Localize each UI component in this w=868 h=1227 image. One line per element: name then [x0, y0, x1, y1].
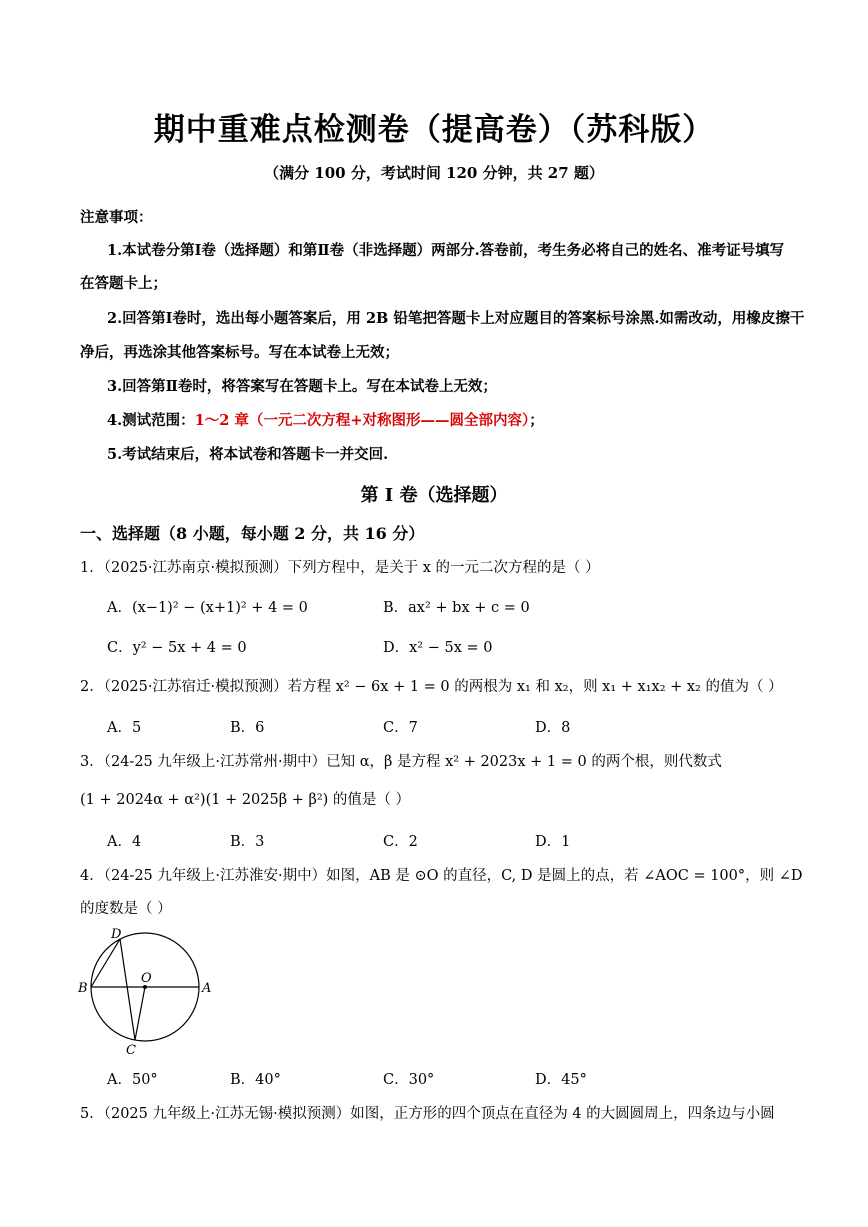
question-3-option-c: C．2	[383, 834, 418, 850]
notice-item-4	[107, 409, 544, 430]
question-1-option-b: B．ax² + bx + c = 0	[383, 600, 530, 616]
page-title: 期中重难点检测卷（提高卷）（苏科版）	[153, 112, 715, 148]
question-2-option-b: B．6	[230, 720, 265, 736]
notice-item-1b: 在答题卡上；	[80, 275, 167, 292]
part-one-heading: 一、选择题（8 小题，每小题 2 分，共 16 分）	[80, 524, 425, 543]
question-3-option-d: D．1	[535, 834, 571, 850]
notice-item-5: 5.考试结束后，将本试卷和答题卡一并交回.	[107, 446, 389, 463]
notice-heading: 注意事项：	[80, 209, 153, 226]
question-4-option-d: D．45°	[535, 1072, 587, 1088]
question-2-option-c: C．7	[383, 720, 418, 736]
radius-oc	[135, 987, 145, 1040]
question-4-stem-b: 的度数是（ ）	[80, 901, 172, 917]
question-4-stem-a: 4．（24-25 九年级上·江苏淮安·期中）如图，AB 是 ⊙O 的直径，C, D 是圆上的点，若 ∠AOC = 100°，则 ∠D	[80, 868, 803, 884]
question-1-option-d: D．x² − 5x = 0	[383, 640, 493, 656]
question-2-stem: 2．（2025·江苏宿迁·模拟预测）若方程 x² − 6x + 1 = 0 的两根为 x₁ 和 x₂，则 x₁ + x₁x₂ + x₂ 的值为（ ）	[80, 679, 783, 695]
question-3-option-a: A．4	[107, 834, 142, 850]
circle-figure	[70, 920, 230, 1060]
label-o: O	[141, 971, 152, 986]
notice-item-2a: 2.回答第Ⅰ卷时，选出每小题答案后，用 2B 铅笔把答题卡上对应题目的答案标号涂黑.如需改动，用橡皮擦干	[107, 310, 805, 327]
question-5-stem: 5．（2025 九年级上·江苏无锡·模拟预测）如图，正方形的四个顶点在直径为 4 的大圆圆周上，四条边与小圆	[80, 1106, 775, 1122]
label-d: D	[111, 927, 122, 942]
label-a: A	[202, 981, 212, 996]
question-4-option-c: C．30°	[383, 1072, 435, 1088]
notice-item-4-end: ；	[529, 412, 544, 429]
notice-item-3: 3.回答第Ⅱ卷时，将答案写在答题卡上。写在本试卷上无效；	[107, 378, 497, 395]
label-b: B	[78, 981, 88, 996]
question-4-option-b: B．40°	[230, 1072, 281, 1088]
question-2-option-d: D．8	[535, 720, 571, 736]
notice-item-1a: 1.本试卷分第Ⅰ卷（选择题）和第Ⅱ卷（非选择题）两部分.答卷前，考生务必将自己的姓名、准考证号填写	[107, 242, 785, 259]
section-title: 第 I 卷（选择题）	[360, 485, 508, 506]
question-1-stem: 1．（2025·江苏南京·模拟预测）下列方程中，是关于 x 的一元二次方程的是（ ）	[80, 560, 600, 576]
question-2-option-a: A．5	[107, 720, 142, 736]
test-range: 1～2 章（一元二次方程+对称图形——圆全部内容）	[194, 412, 530, 429]
chord-bd	[91, 939, 120, 987]
question-3-stem-a: 3．（24-25 九年级上·江苏常州·期中）已知 α，β 是方程 x² + 2023x + 1 = 0 的两个根，则代数式	[80, 754, 722, 770]
question-3-stem-b: (1 + 2024α + α²)(1 + 2025β + β²) 的值是（ ）	[80, 792, 411, 808]
chord-dc	[120, 939, 135, 1040]
notice-item-2b: 净后，再选涂其他答案标号。写在本试卷上无效；	[80, 344, 399, 361]
label-c: C	[126, 1043, 136, 1058]
question-4-option-a: A．50°	[107, 1072, 158, 1088]
notice-item-4-label: 4.测试范围：	[107, 412, 195, 429]
page-subtitle: （满分 100 分，考试时间 120 分钟，共 27 题）	[264, 164, 604, 182]
question-1-option-c: C．y² − 5x + 4 = 0	[107, 640, 247, 656]
question-3-option-b: B．3	[230, 834, 265, 850]
question-1-option-a: A．(x−1)² − (x+1)² + 4 = 0	[107, 600, 308, 616]
